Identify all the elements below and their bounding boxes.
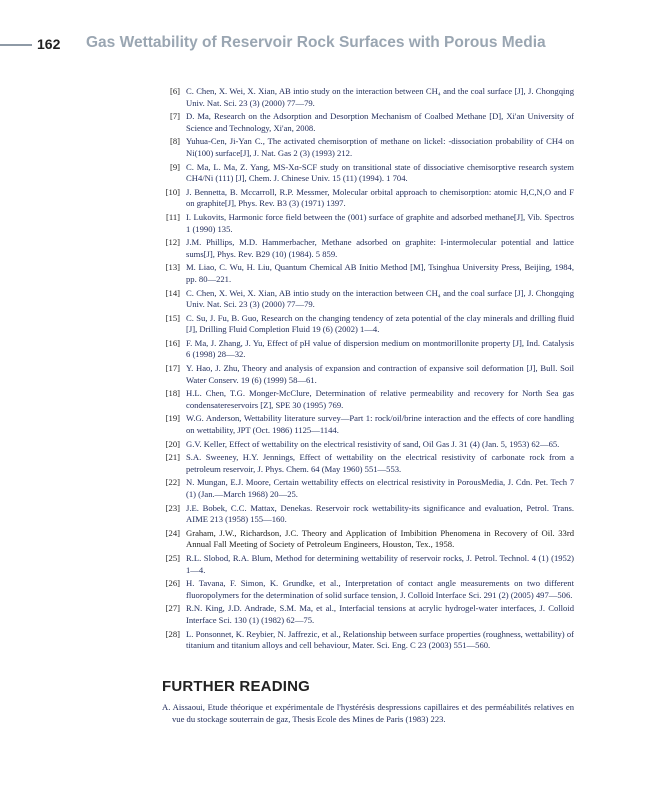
- reference-text: G.V. Keller, Effect of wettability on the electrical resistivity of sand, Oil Gas J. 31 (4) (Jan. 5, 1953) 62—65.: [186, 438, 560, 449]
- reference-item: [162, 237, 574, 260]
- reference-item: [162, 262, 574, 285]
- reference-text: R.L. Slobod, R.A. Blum, Method for determining wettability of reservoir rocks, J. Petrol. Technol. 4 (1) (1952) 1—4.: [186, 552, 574, 575]
- reference-item: [162, 477, 574, 500]
- reference-number: [12]: [165, 237, 180, 248]
- reference-text: J. Bennetta, B. Mccarroll, R.P. Messmer, Molecular orbital approach to chemisorption: atomic H,C,N,O and F on graphite[J], Phys. Rev. B3 (3) (1971) 1397.: [186, 186, 574, 209]
- reference-number: [24]: [165, 527, 180, 538]
- reference-number: [8]: [169, 136, 180, 147]
- reference-number: [11]: [166, 211, 180, 222]
- reference-number: [14]: [165, 287, 180, 298]
- reference-item: [162, 528, 574, 551]
- reference-text: J.E. Bobek, C.C. Mattax, Denekas. Reservoir rock wettability-its significance and evaluation, Petrol. Trans. AIME 213 (1958) 155—160.: [186, 502, 574, 525]
- reference-text: N. Mungan, E.J. Moore, Certain wettability effects on electrical resistivity in PorousMedia, J. Cdn. Pet. Tech 7 (1) (Jan.—March 1968) 20—25.: [186, 477, 574, 499]
- running-header: [0, 34, 648, 56]
- reference-text: C. Ma, L. Ma, Z. Yang, MS-Xɑ-SCF study on transitional state of dissociative chemisorptive research system CH4/Ni (111) [J], Chem. J. Chinese Univ. 15 (11) (1994). 1 704.: [186, 161, 574, 184]
- reference-text: M. Liao, C. Wu, H. Liu, Quantum Chemical AB Initio Method [M], Tsinghua University Press, Beijing, 1984, pp. 80—221.: [186, 262, 574, 284]
- reference-item: [162, 212, 574, 235]
- reference-text: F. Ma, J. Zhang, J. Yu, Effect of pH value of dispersion medium on montmorillonite property [J], Ind. Catalysis 6 (1998) 28—32.: [186, 337, 574, 360]
- reference-number: [7]: [169, 111, 180, 122]
- further-reading-item: A. Aissaoui, Etude théorique et expérimentale de l'hystérésis despressions capillaires et des perméabilités relatives en vue du stockage souterrain de gaz, Thesis Ecole des Mines de Paris (1983) 223.: [162, 702, 574, 724]
- reference-number: [17]: [165, 363, 180, 374]
- reference-item: [162, 288, 574, 311]
- reference-text: S.A. Sweeney, H.Y. Jennings, Effect of wettability on the electrical resistivity of carbonate rock from a petroleum reservoir, J. Phys. Chem. 64 (May 1960) 551—553.: [186, 452, 574, 474]
- reference-item: [162, 388, 574, 411]
- reference-text: L. Ponsonnet, K. Reybier, N. Jaffrezic, et al., Relationship between surface properties (roughness, wettability) of titanium and titanium alloys and cell behaviour, Mater. Sci. Eng. C 23 (2003) 551—560.: [186, 628, 574, 651]
- reference-text: Y. Hao, J. Zhu, Theory and analysis of expansion and contraction of expansive soil deformation [J], Bull. Soil Water Conserv. 19 (6) (1999) 58—61.: [186, 363, 574, 385]
- reference-list: [162, 86, 574, 654]
- reference-item: [162, 162, 574, 185]
- reference-item: [162, 553, 574, 576]
- reference-text: R.N. King, J.D. Andrade, S.M. Ma, et al., Interfacial tensions at acrylic hydrogel-water interfaces, J. Colloid Interface Sci. 130 (1) (1982) 62—75.: [186, 603, 574, 625]
- reference-item: [162, 86, 574, 109]
- reference-text: H. Tavana, F. Simon, K. Grundke, et al., Interpretation of contact angle measurements on two different fluoropolymers for the determination of solid surface tension, J. Colloid Interface Sci. 291 (2) (2005) 497—506.: [186, 578, 574, 600]
- reference-item: [162, 338, 574, 361]
- reference-number: [21]: [165, 452, 180, 463]
- reference-item: [162, 187, 574, 210]
- reference-item: [162, 111, 574, 134]
- reference-text: I. Lukovits, Harmonic force field between the (001) surface of graphite and adsorbed methane[J], Vib. Spectros 1 (1990) 135.: [186, 211, 574, 234]
- reference-item: [162, 439, 574, 451]
- further-reading-list: [162, 702, 574, 725]
- reference-number: [23]: [165, 502, 180, 513]
- reference-text: Yuhua-Cen, Ji-Yan C., The activated chemisorption of methane on lickel: -dissociation probability of CH4 on Ni(100) surface[J], J. Nat. Gas 2 (3) (1993) 212.: [186, 136, 574, 158]
- reference-text: W.G. Anderson, Wettability literature survey—Part 1: rock/oil/brine interaction and the effects of core handling on wettability, JPT (Oct. 1986) 1125—1144.: [186, 413, 574, 436]
- reference-number: [9]: [169, 161, 180, 172]
- reference-item: [162, 503, 574, 526]
- reference-number: [28]: [165, 628, 180, 639]
- reference-number: [22]: [165, 477, 180, 488]
- reference-number: [20]: [165, 438, 180, 449]
- reference-item: [162, 413, 574, 436]
- reference-number: [10]: [165, 186, 180, 197]
- reference-number: [25]: [165, 552, 180, 563]
- reference-text: C. Chen, X. Wei, X. Xian, AB intio study on the interaction between CH₄ and the coal surface [J], J. Chongqing Univ. Nat. Sci. 23 (3) (2000) 77—79.: [186, 86, 574, 108]
- reference-number: [6]: [169, 86, 180, 96]
- reference-item: [162, 578, 574, 601]
- reference-item: [162, 603, 574, 626]
- reference-item: [162, 363, 574, 386]
- reference-text: Graham, J.W., Richardson, J.C. Theory and Application of Imbibition Phenomena in Recovery of Oil. 33rd Annual Fall Meeting of Society of Petroleum Engineers, Houston, Tex., 1958.: [186, 527, 574, 550]
- running-title: Gas Wettability of Reservoir Rock Surfaces with Porous Media: [86, 34, 546, 51]
- reference-item: [162, 629, 574, 652]
- reference-number: [13]: [165, 262, 180, 273]
- reference-text: C. Su, J. Fu, B. Guo, Research on the changing tendency of zeta potential of the clay minerals and drilling fluid [J], Drilling Fluid Completion Fluid 19 (6) (2002) 1—4.: [186, 312, 574, 335]
- reference-item: [162, 136, 574, 159]
- reference-number: [16]: [165, 337, 180, 348]
- page-number: 162: [37, 36, 61, 52]
- reference-text: H.L. Chen, T.G. Monger-McClure, Determination of relative permeability and recovery for North Sea gas condensatereservoirs [Z], SPE 30 (1995) 769.: [186, 388, 574, 410]
- reference-text: D. Ma, Research on the Adsorption and Desorption Mechanism of Coalbed Methane [D], Xi'an University of Science and Technology, Xi'an, 2008.: [186, 111, 574, 133]
- reference-number: [26]: [165, 578, 180, 589]
- reference-number: [27]: [165, 603, 180, 614]
- header-rule: [0, 44, 32, 46]
- reference-number: [18]: [165, 388, 180, 399]
- reference-number: [15]: [165, 312, 180, 323]
- reference-text: J.M. Phillips, M.D. Hammerbacher, Methane adsorbed on graphite: I-intermolecular potential and lattice sums[J], Phys. Rev. B29 (10) (1984). 5 859.: [186, 237, 574, 259]
- reference-item: [162, 452, 574, 475]
- reference-number: [19]: [165, 413, 180, 424]
- further-reading-heading: FURTHER READING: [162, 678, 310, 695]
- reference-item: [162, 313, 574, 336]
- reference-text: C. Chen, X. Wei, X. Xian, AB intio study on the interaction between CH₄ and the coal surface [J], J. Chongqing Univ. Nat. Sci. 23 (3) (2000) 77—79.: [186, 287, 574, 310]
